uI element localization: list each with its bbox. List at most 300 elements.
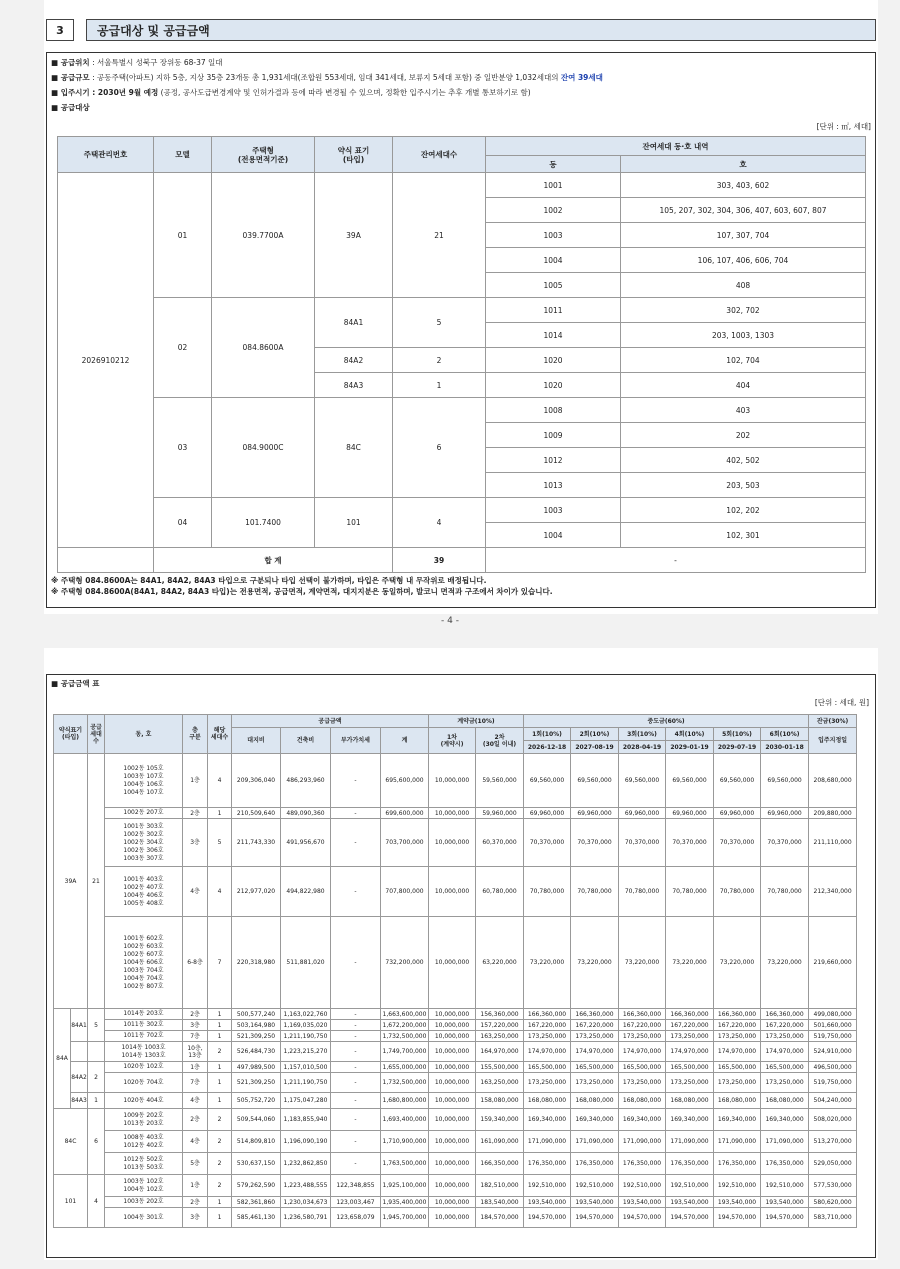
building-price: 486,293,960 — [281, 754, 331, 808]
floor: 1층 — [183, 754, 208, 808]
balance: 580,620,000 — [809, 1197, 857, 1208]
total-label: 합 계 — [154, 548, 393, 573]
housing-type: 084.9000C — [212, 398, 315, 498]
header-floor: 층 구분 — [183, 715, 208, 754]
deposit-1: 10,000,000 — [429, 917, 476, 1009]
dong: 1003 — [486, 223, 621, 248]
dong-ho: 1003동 202호 — [105, 1197, 183, 1208]
interim-1: 69,560,000 — [524, 754, 571, 808]
balance: 583,710,000 — [809, 1208, 857, 1228]
header-interim-date-2: 2027-08-19 — [571, 741, 619, 754]
building-price: 1,157,010,500 — [281, 1062, 331, 1073]
header-detail: 잔여세대 동·호 내역 — [486, 137, 866, 156]
deposit-2: 155,500,000 — [476, 1062, 524, 1073]
dong: 1020 — [486, 373, 621, 398]
remaining-count: 4 — [393, 498, 486, 548]
price-table — [53, 714, 900, 1228]
interim-3: 69,560,000 — [619, 754, 666, 808]
interim-5: 169,340,000 — [714, 1109, 761, 1131]
ho-list: 404 — [621, 373, 866, 398]
model-no: 01 — [154, 173, 212, 298]
unit-count: 1 — [208, 1197, 232, 1208]
interim-6: 167,220,000 — [761, 1020, 809, 1031]
ho-list: 106, 107, 406, 606, 704 — [621, 248, 866, 273]
building-price: 1,163,022,760 — [281, 1009, 331, 1020]
building-price: 494,822,980 — [281, 867, 331, 917]
interim-1: 70,780,000 — [524, 867, 571, 917]
interim-5: 173,250,000 — [714, 1031, 761, 1042]
vat: - — [331, 1073, 381, 1093]
total-price: 1,935,400,000 — [381, 1197, 429, 1208]
header-model: 모델 — [154, 137, 212, 173]
subtype: 84A3 — [71, 1093, 88, 1109]
table-row — [58, 298, 866, 323]
interim-4: 73,220,000 — [666, 917, 714, 1009]
model-no: 02 — [154, 298, 212, 398]
remaining-count: 2 — [393, 348, 486, 373]
deposit-1: 10,000,000 — [429, 1175, 476, 1197]
building-price: 1,232,862,850 — [281, 1153, 331, 1175]
total-detail: - — [486, 548, 866, 573]
vat: - — [331, 1042, 381, 1062]
deposit-1: 10,000,000 — [429, 1208, 476, 1228]
floor: 7층 — [183, 1031, 208, 1042]
table-row — [54, 754, 900, 808]
header-interim-date-4: 2029-01-19 — [666, 741, 714, 754]
ho-list: 102, 301 — [621, 523, 866, 548]
interim-6: 165,500,000 — [761, 1062, 809, 1073]
info-location: ■ 공급위치 : 서울특별시 성북구 장위동 68-37 일대 — [51, 58, 223, 67]
interim-5: 174,970,000 — [714, 1042, 761, 1062]
vat: - — [331, 1062, 381, 1073]
mgmt-no: 2026910212 — [58, 173, 154, 548]
dong-ho: 1020동 704호 — [105, 1073, 183, 1093]
header-dong: 동 — [486, 156, 621, 173]
building-price: 1,196,090,190 — [281, 1131, 331, 1153]
vat: 122,348,855 — [331, 1175, 381, 1197]
unit-count: 2 — [208, 1109, 232, 1131]
table-row — [58, 173, 866, 198]
table-row — [54, 917, 900, 1009]
subtype — [71, 1042, 88, 1062]
unit-count: 1 — [208, 1020, 232, 1031]
balance: 524,910,000 — [809, 1042, 857, 1062]
interim-6: 173,250,000 — [761, 1031, 809, 1042]
unit-label-2: [단위 : 세대, 원] — [814, 698, 869, 707]
interim-1: 73,220,000 — [524, 917, 571, 1009]
total-price: 1,732,500,000 — [381, 1031, 429, 1042]
interim-4: 69,560,000 — [666, 754, 714, 808]
interim-6: 169,340,000 — [761, 1109, 809, 1131]
total-price: 1,710,900,000 — [381, 1131, 429, 1153]
total-price: 1,763,500,000 — [381, 1153, 429, 1175]
floor: 6-8층 — [183, 917, 208, 1009]
interim-3: 176,350,000 — [619, 1153, 666, 1175]
table-row — [54, 1020, 900, 1031]
interim-5: 70,370,000 — [714, 819, 761, 867]
total-price: 732,200,000 — [381, 917, 429, 1009]
model-no: 03 — [154, 398, 212, 498]
building-price: 1,223,488,555 — [281, 1175, 331, 1197]
unit-count: 2 — [208, 1042, 232, 1062]
balance: 209,880,000 — [809, 808, 857, 819]
interim-3: 70,370,000 — [619, 819, 666, 867]
supply-units — [88, 1042, 105, 1062]
interim-5: 168,080,000 — [714, 1093, 761, 1109]
balance: 519,750,000 — [809, 1073, 857, 1093]
supply-units: 21 — [88, 754, 105, 1009]
abbr-type: 84A3 — [315, 373, 393, 398]
abbr-type: 84C — [315, 398, 393, 498]
header-interim-2: 2회(10%) — [571, 728, 619, 741]
header-vat: 부가가치세 — [331, 728, 381, 754]
total-price: 703,700,000 — [381, 819, 429, 867]
balance: 496,500,000 — [809, 1062, 857, 1073]
header-deposit-2: 2차 (30일 이내) — [476, 728, 524, 754]
interim-1: 169,340,000 — [524, 1109, 571, 1131]
ho-list: 302, 702 — [621, 298, 866, 323]
interim-5: 73,220,000 — [714, 917, 761, 1009]
vat: - — [331, 867, 381, 917]
balance: 501,660,000 — [809, 1020, 857, 1031]
land-price: 503,164,980 — [232, 1020, 281, 1031]
header-sum: 계 — [381, 728, 429, 754]
dong-ho: 1002동 105호 1003동 107호 1004동 106호 1004동 107호 — [105, 754, 183, 808]
interim-4: 192,510,000 — [666, 1175, 714, 1197]
supply-units: 1 — [88, 1093, 105, 1109]
interim-1: 167,220,000 — [524, 1020, 571, 1031]
housing-type: 101.7400 — [212, 498, 315, 548]
floor: 4층 — [183, 867, 208, 917]
header-abbr-type: 약식표기 (타입) — [54, 715, 88, 754]
balance: 208,680,000 — [809, 754, 857, 808]
header-housing-type: 주택형 (전용면적기준) — [212, 137, 315, 173]
total-price: 707,800,000 — [381, 867, 429, 917]
unit-count: 1 — [208, 1073, 232, 1093]
interim-6: 73,220,000 — [761, 917, 809, 1009]
vat: - — [331, 917, 381, 1009]
abbr-type: 84A2 — [315, 348, 393, 373]
deposit-2: 59,960,000 — [476, 808, 524, 819]
interim-1: 193,540,000 — [524, 1197, 571, 1208]
interim-2: 168,080,000 — [571, 1093, 619, 1109]
total-price: 1,749,700,000 — [381, 1042, 429, 1062]
interim-3: 69,960,000 — [619, 808, 666, 819]
interim-6: 192,510,000 — [761, 1175, 809, 1197]
building-price: 1,175,047,280 — [281, 1093, 331, 1109]
deposit-2: 60,780,000 — [476, 867, 524, 917]
deposit-2: 157,220,000 — [476, 1020, 524, 1031]
type-group: 39A — [54, 754, 88, 1009]
deposit-1: 10,000,000 — [429, 1031, 476, 1042]
interim-5: 69,960,000 — [714, 808, 761, 819]
deposit-1: 10,000,000 — [429, 819, 476, 867]
balance: 513,270,000 — [809, 1131, 857, 1153]
dong: 1004 — [486, 523, 621, 548]
total-price: 1,663,600,000 — [381, 1009, 429, 1020]
page-5 — [44, 648, 878, 1260]
price-table-title: ■ 공급금액 표 — [51, 679, 100, 688]
interim-4: 173,250,000 — [666, 1031, 714, 1042]
building-price: 489,090,360 — [281, 808, 331, 819]
land-price: 521,309,250 — [232, 1031, 281, 1042]
table-row — [58, 398, 866, 423]
table-row — [54, 1073, 900, 1093]
interim-4: 193,540,000 — [666, 1197, 714, 1208]
floor: 4층 — [183, 1093, 208, 1109]
unit-label-1: [단위 : ㎡, 세대] — [816, 122, 871, 131]
deposit-2: 163,250,000 — [476, 1073, 524, 1093]
total-price: 699,600,000 — [381, 808, 429, 819]
interim-4: 70,370,000 — [666, 819, 714, 867]
table-row — [54, 819, 900, 867]
ho-list: 402, 502 — [621, 448, 866, 473]
total-price: 1,732,500,000 — [381, 1073, 429, 1093]
interim-1: 194,570,000 — [524, 1208, 571, 1228]
balance: 519,750,000 — [809, 1031, 857, 1042]
interim-1: 192,510,000 — [524, 1175, 571, 1197]
note-2: ※ 주택형 084.8600A(84A1, 84A2, 84A3 타입)는 전용면적, 공급면적, 계약면적, 대지지분은 동일하며, 발코니 면적과 구조에서 차이가 있습니다. — [51, 587, 553, 596]
header-supply-units: 공급 세대 수 — [88, 715, 105, 754]
interim-3: 70,780,000 — [619, 867, 666, 917]
ho-list: 403 — [621, 398, 866, 423]
type-group: 84A — [54, 1009, 71, 1109]
info-movein: ■ 입주시기 : 2030년 9월 예정 (공정, 공사도급변경계약 및 인허가결과 등에 따라 변경될 수 있으며, 정확한 입주시기는 추후 개별 통보하기로 함) — [51, 88, 531, 97]
interim-2: 165,500,000 — [571, 1062, 619, 1073]
floor: 3층 — [183, 819, 208, 867]
dong-ho: 1020동 404호 — [105, 1093, 183, 1109]
dong-ho: 1014동 203호 — [105, 1009, 183, 1020]
dong: 1011 — [486, 298, 621, 323]
total-price: 695,600,000 — [381, 754, 429, 808]
interim-5: 173,250,000 — [714, 1073, 761, 1093]
dong-ho: 1001동 403호 1002동 407호 1004동 406호 1005동 408호 — [105, 867, 183, 917]
dong-ho: 1008동 403호 1012동 402호 — [105, 1131, 183, 1153]
ho-list: 408 — [621, 273, 866, 298]
section-title: 공급대상 및 공급금액 — [86, 19, 876, 41]
interim-5: 166,360,000 — [714, 1009, 761, 1020]
balance: 577,530,000 — [809, 1175, 857, 1197]
interim-2: 167,220,000 — [571, 1020, 619, 1031]
dong-ho: 1001동 602호 1002동 603호 1002동 607호 1004동 606호 1003동 704호 1004동 704호 1002동 807호 — [105, 917, 183, 1009]
deposit-1: 10,000,000 — [429, 754, 476, 808]
floor: 1층 — [183, 1062, 208, 1073]
remaining-count: 6 — [393, 398, 486, 498]
interim-6: 70,780,000 — [761, 867, 809, 917]
subtype: 84A1 — [71, 1009, 88, 1042]
interim-4: 69,960,000 — [666, 808, 714, 819]
table-row — [54, 1042, 900, 1062]
balance: 499,080,000 — [809, 1009, 857, 1020]
interim-6: 171,090,000 — [761, 1131, 809, 1153]
blank-cell — [58, 548, 154, 573]
deposit-2: 163,250,000 — [476, 1031, 524, 1042]
interim-2: 176,350,000 — [571, 1153, 619, 1175]
supply-units: 6 — [88, 1109, 105, 1175]
section-number: 3 — [46, 19, 74, 41]
dong: 1009 — [486, 423, 621, 448]
interim-4: 168,080,000 — [666, 1093, 714, 1109]
remaining-count: 1 — [393, 373, 486, 398]
total-count: 39 — [393, 548, 486, 573]
vat: - — [331, 1131, 381, 1153]
interim-1: 174,970,000 — [524, 1042, 571, 1062]
interim-6: 70,370,000 — [761, 819, 809, 867]
notes — [51, 575, 553, 597]
interim-2: 174,970,000 — [571, 1042, 619, 1062]
dong: 1004 — [486, 248, 621, 273]
interim-4: 166,360,000 — [666, 1009, 714, 1020]
deposit-2: 183,540,000 — [476, 1197, 524, 1208]
floor: 4층 — [183, 1131, 208, 1153]
deposit-1: 10,000,000 — [429, 1153, 476, 1175]
interim-4: 70,780,000 — [666, 867, 714, 917]
table-row — [54, 1031, 900, 1042]
vat: - — [331, 1093, 381, 1109]
dong: 1014 — [486, 323, 621, 348]
supply-units: 5 — [88, 1009, 105, 1042]
deposit-2: 60,370,000 — [476, 819, 524, 867]
table-row — [54, 1131, 900, 1153]
deposit-1: 10,000,000 — [429, 1197, 476, 1208]
land-price: 530,637,150 — [232, 1153, 281, 1175]
interim-4: 167,220,000 — [666, 1020, 714, 1031]
interim-1: 171,090,000 — [524, 1131, 571, 1153]
unit-count: 1 — [208, 1093, 232, 1109]
deposit-2: 159,340,000 — [476, 1109, 524, 1131]
floor: 2층 — [183, 1009, 208, 1020]
note-1: ※ 주택형 084.8600A는 84A1, 84A2, 84A3 타입으로 구분되나 타입 선택이 불가하며, 타입은 주택형 내 무작위로 배정됩니다. — [51, 576, 487, 585]
interim-1: 70,370,000 — [524, 819, 571, 867]
land-price: 526,484,730 — [232, 1042, 281, 1062]
interim-4: 174,970,000 — [666, 1042, 714, 1062]
total-price: 1,945,700,000 — [381, 1208, 429, 1228]
deposit-2: 59,560,000 — [476, 754, 524, 808]
interim-5: 171,090,000 — [714, 1131, 761, 1153]
interim-2: 69,960,000 — [571, 808, 619, 819]
deposit-2: 158,080,000 — [476, 1093, 524, 1109]
unit-count: 1 — [208, 808, 232, 819]
interim-4: 171,090,000 — [666, 1131, 714, 1153]
header-interim: 중도금(60%) — [524, 715, 809, 728]
land-price: 579,262,590 — [232, 1175, 281, 1197]
interim-3: 73,220,000 — [619, 917, 666, 1009]
unit-count: 4 — [208, 754, 232, 808]
table-row — [54, 1208, 900, 1228]
interim-6: 194,570,000 — [761, 1208, 809, 1228]
building-price: 1,183,855,940 — [281, 1109, 331, 1131]
dong-ho: 1011동 302호 — [105, 1020, 183, 1031]
deposit-2: 156,360,000 — [476, 1009, 524, 1020]
balance: 219,660,000 — [809, 917, 857, 1009]
interim-2: 173,250,000 — [571, 1031, 619, 1042]
building-price: 511,881,020 — [281, 917, 331, 1009]
building-price: 1,169,035,020 — [281, 1020, 331, 1031]
dong-ho: 1020동 102호 — [105, 1062, 183, 1073]
interim-4: 176,350,000 — [666, 1153, 714, 1175]
table-row — [54, 1197, 900, 1208]
header-interim-date-6: 2030-01-18 — [761, 741, 809, 754]
interim-3: 173,250,000 — [619, 1031, 666, 1042]
supply-units: 2 — [88, 1062, 105, 1093]
deposit-1: 10,000,000 — [429, 1009, 476, 1020]
interim-6: 168,080,000 — [761, 1093, 809, 1109]
building-price: 1,211,190,750 — [281, 1031, 331, 1042]
ho-list: 303, 403, 602 — [621, 173, 866, 198]
building-price: 1,223,215,270 — [281, 1042, 331, 1062]
deposit-1: 10,000,000 — [429, 1093, 476, 1109]
interim-2: 194,570,000 — [571, 1208, 619, 1228]
floor: 1층 — [183, 1175, 208, 1197]
interim-1: 173,250,000 — [524, 1073, 571, 1093]
header-interim-4: 4회(10%) — [666, 728, 714, 741]
supply-units: 4 — [88, 1175, 105, 1228]
dong-ho: 1003동 102호 1004동 102호 — [105, 1175, 183, 1197]
interim-5: 194,570,000 — [714, 1208, 761, 1228]
interim-2: 166,360,000 — [571, 1009, 619, 1020]
header-interim-date-5: 2029-07-19 — [714, 741, 761, 754]
floor: 10층, 13층 — [183, 1042, 208, 1062]
unit-count: 4 — [208, 867, 232, 917]
dong: 1005 — [486, 273, 621, 298]
interim-2: 173,250,000 — [571, 1073, 619, 1093]
deposit-2: 164,970,000 — [476, 1042, 524, 1062]
unit-count: 1 — [208, 1009, 232, 1020]
type-group: 84C — [54, 1109, 88, 1175]
unit-count: 2 — [208, 1175, 232, 1197]
ho-list: 105, 207, 302, 304, 306, 407, 603, 607, 807 — [621, 198, 866, 223]
header-ho: 호 — [621, 156, 866, 173]
land-price: 514,809,810 — [232, 1131, 281, 1153]
land-price: 210,509,640 — [232, 808, 281, 819]
supply-target-box — [46, 52, 876, 608]
header-balance-date: 입주지정일 — [809, 728, 857, 754]
interim-1: 176,350,000 — [524, 1153, 571, 1175]
balance: 504,240,000 — [809, 1093, 857, 1109]
interim-3: 174,970,000 — [619, 1042, 666, 1062]
land-price: 521,309,250 — [232, 1073, 281, 1093]
ho-list: 107, 307, 704 — [621, 223, 866, 248]
header-interim-5: 5회(10%) — [714, 728, 761, 741]
remaining-count: 5 — [393, 298, 486, 348]
unit-count: 1 — [208, 1208, 232, 1228]
dong: 1008 — [486, 398, 621, 423]
unit-count: 7 — [208, 917, 232, 1009]
subtype: 84A2 — [71, 1062, 88, 1093]
interim-3: 173,250,000 — [619, 1073, 666, 1093]
building-price: 1,230,034,673 — [281, 1197, 331, 1208]
deposit-1: 10,000,000 — [429, 1062, 476, 1073]
floor: 2층 — [183, 1197, 208, 1208]
building-price: 1,211,190,750 — [281, 1073, 331, 1093]
interim-6: 69,960,000 — [761, 808, 809, 819]
header-abbr-type: 약식 표기 (타입) — [315, 137, 393, 173]
interim-4: 169,340,000 — [666, 1109, 714, 1131]
interim-2: 73,220,000 — [571, 917, 619, 1009]
ho-list: 102, 704 — [621, 348, 866, 373]
dong-ho: 1002동 207호 — [105, 808, 183, 819]
vat: - — [331, 1009, 381, 1020]
header-interim-3: 3회(10%) — [619, 728, 666, 741]
dong-ho: 1001동 303호 1002동 302호 1002동 304호 1002동 306호 1003동 307호 — [105, 819, 183, 867]
unit-count: 1 — [208, 1062, 232, 1073]
interim-4: 173,250,000 — [666, 1073, 714, 1093]
header-unit-count: 해당 세대수 — [208, 715, 232, 754]
dong-ho: 1014동 1003호 1014동 1303호 — [105, 1042, 183, 1062]
land-price: 505,752,720 — [232, 1093, 281, 1109]
interim-1: 168,080,000 — [524, 1093, 571, 1109]
total-price: 1,655,000,000 — [381, 1062, 429, 1073]
